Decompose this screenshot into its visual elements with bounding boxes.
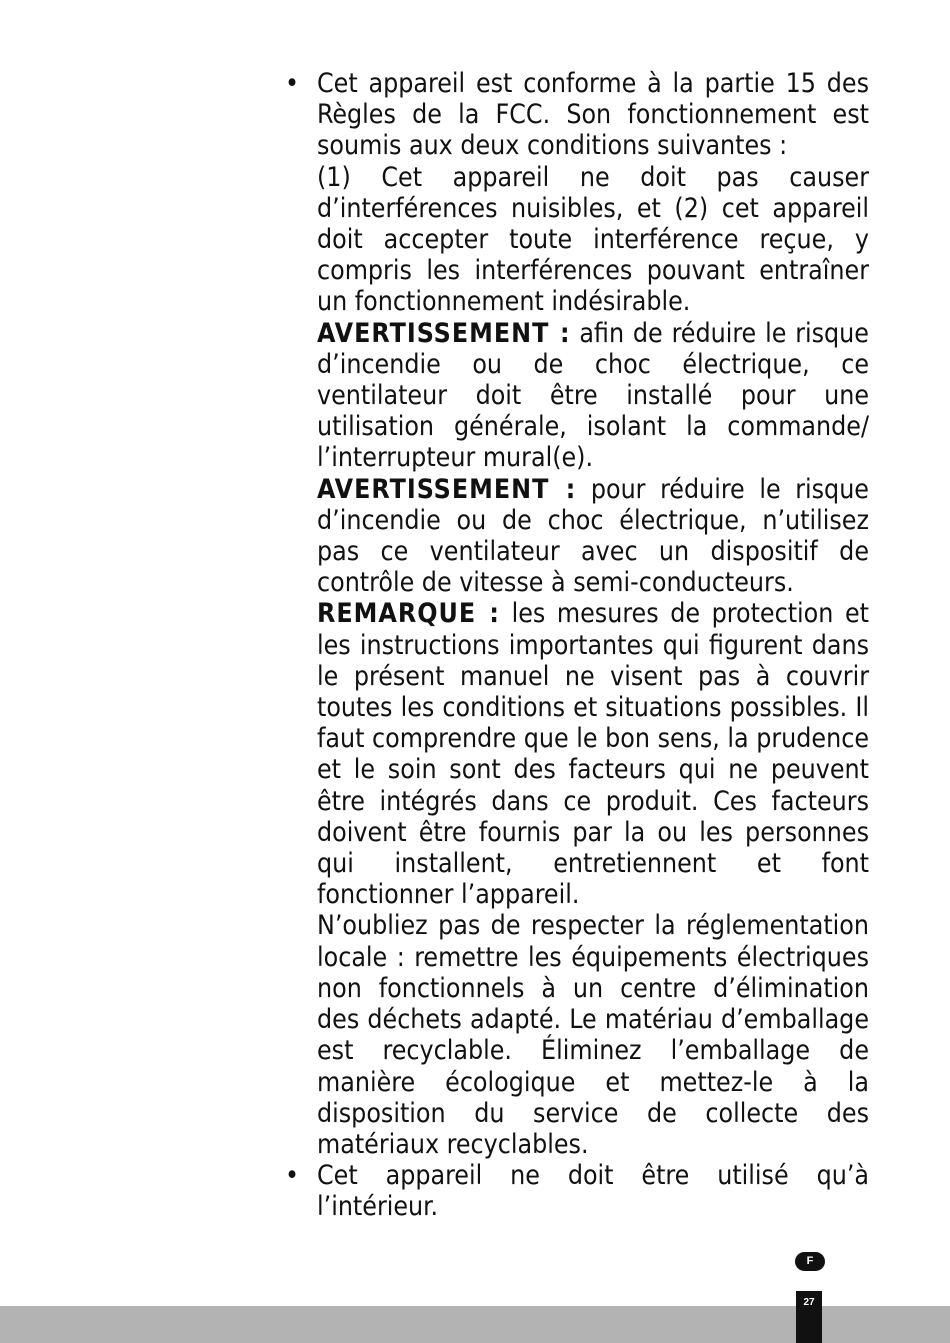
paragraph-text: afin de réduire le risque d’incendie ou de choc électrique, ce ventilateur doit être installé pour une utilisation générale, isolant la commande/ l’interrupteur mural(e).: [317, 317, 869, 474]
paragraph-text: Cet appareil est conforme à la partie 15 des Règles de la FCC. Son fonctionnement est soumis aux deux conditions suivantes :: [317, 68, 869, 162]
paragraph-warning-speed-control: [317, 474, 869, 599]
paragraph-text: N’oubliez pas de respecter la réglementation locale : remettre les équipements électriques non fonctionnels à un centre d’élimination des déchets adapté. Le matériau d’emballage est recyclable. Éliminez l’emballage de manière écologique et mettez-le à la disposition du service de collecte des matériaux recyclables.: [317, 910, 869, 1160]
bullet-marker: •: [285, 68, 300, 99]
paragraph-text: Cet appareil ne doit être utilisé qu’à l’intérieur.: [317, 1160, 869, 1223]
paragraph-fcc-intro: [317, 68, 869, 162]
page-number: 27: [803, 1297, 815, 1308]
bullet-body: [317, 68, 869, 1160]
note-label: REMARQUE :: [317, 598, 500, 630]
bullet-item-fcc: [285, 68, 869, 1160]
bullet-item-indoor-use: [285, 1160, 869, 1222]
page-content: [285, 68, 869, 1223]
paragraph-note: [317, 598, 869, 910]
paragraph-text: (1) Cet appareil ne doit pas causer d’interférences nuisibles, et (2) cet appareil doit accepter toute interférence reçue, y compris les interférences pouvant entraîner un fonctionnement indésirable.: [317, 161, 869, 318]
warning-label: AVERTISSEMENT :: [317, 317, 571, 349]
paragraph-text: les mesures de protection et les instructions importantes qui figurent dans le présent manuel ne visent pas à couvrir toutes les conditions et situations possibles. Il faut comprendre que le bon sens, la prudence et le soin sont des facteurs qui ne peuvent être intégrés dans ce produit. Ces facteurs doivent être fournis par la ou les personnes qui installent, entretiennent et font fonctionner l’appareil.: [317, 598, 869, 911]
warning-label: AVERTISSEMENT :: [317, 473, 577, 505]
paragraph-indoor-use: [317, 1160, 869, 1222]
paragraph-text: pour réduire le risque d’incendie ou de choc électrique, n’utilisez pas ce ventilateur avec un dispositif de contrôle de vitesse à semi-conducteurs.: [317, 473, 869, 599]
page-number-tab: [796, 1291, 822, 1343]
paragraph-warning-switch: [317, 318, 869, 474]
bullet-marker: •: [285, 1160, 300, 1192]
paragraph-fcc-conditions: [317, 162, 869, 318]
bullet-body: [317, 1160, 869, 1222]
language-badge: F: [795, 1252, 825, 1271]
paragraph-disposal: [317, 910, 869, 1160]
